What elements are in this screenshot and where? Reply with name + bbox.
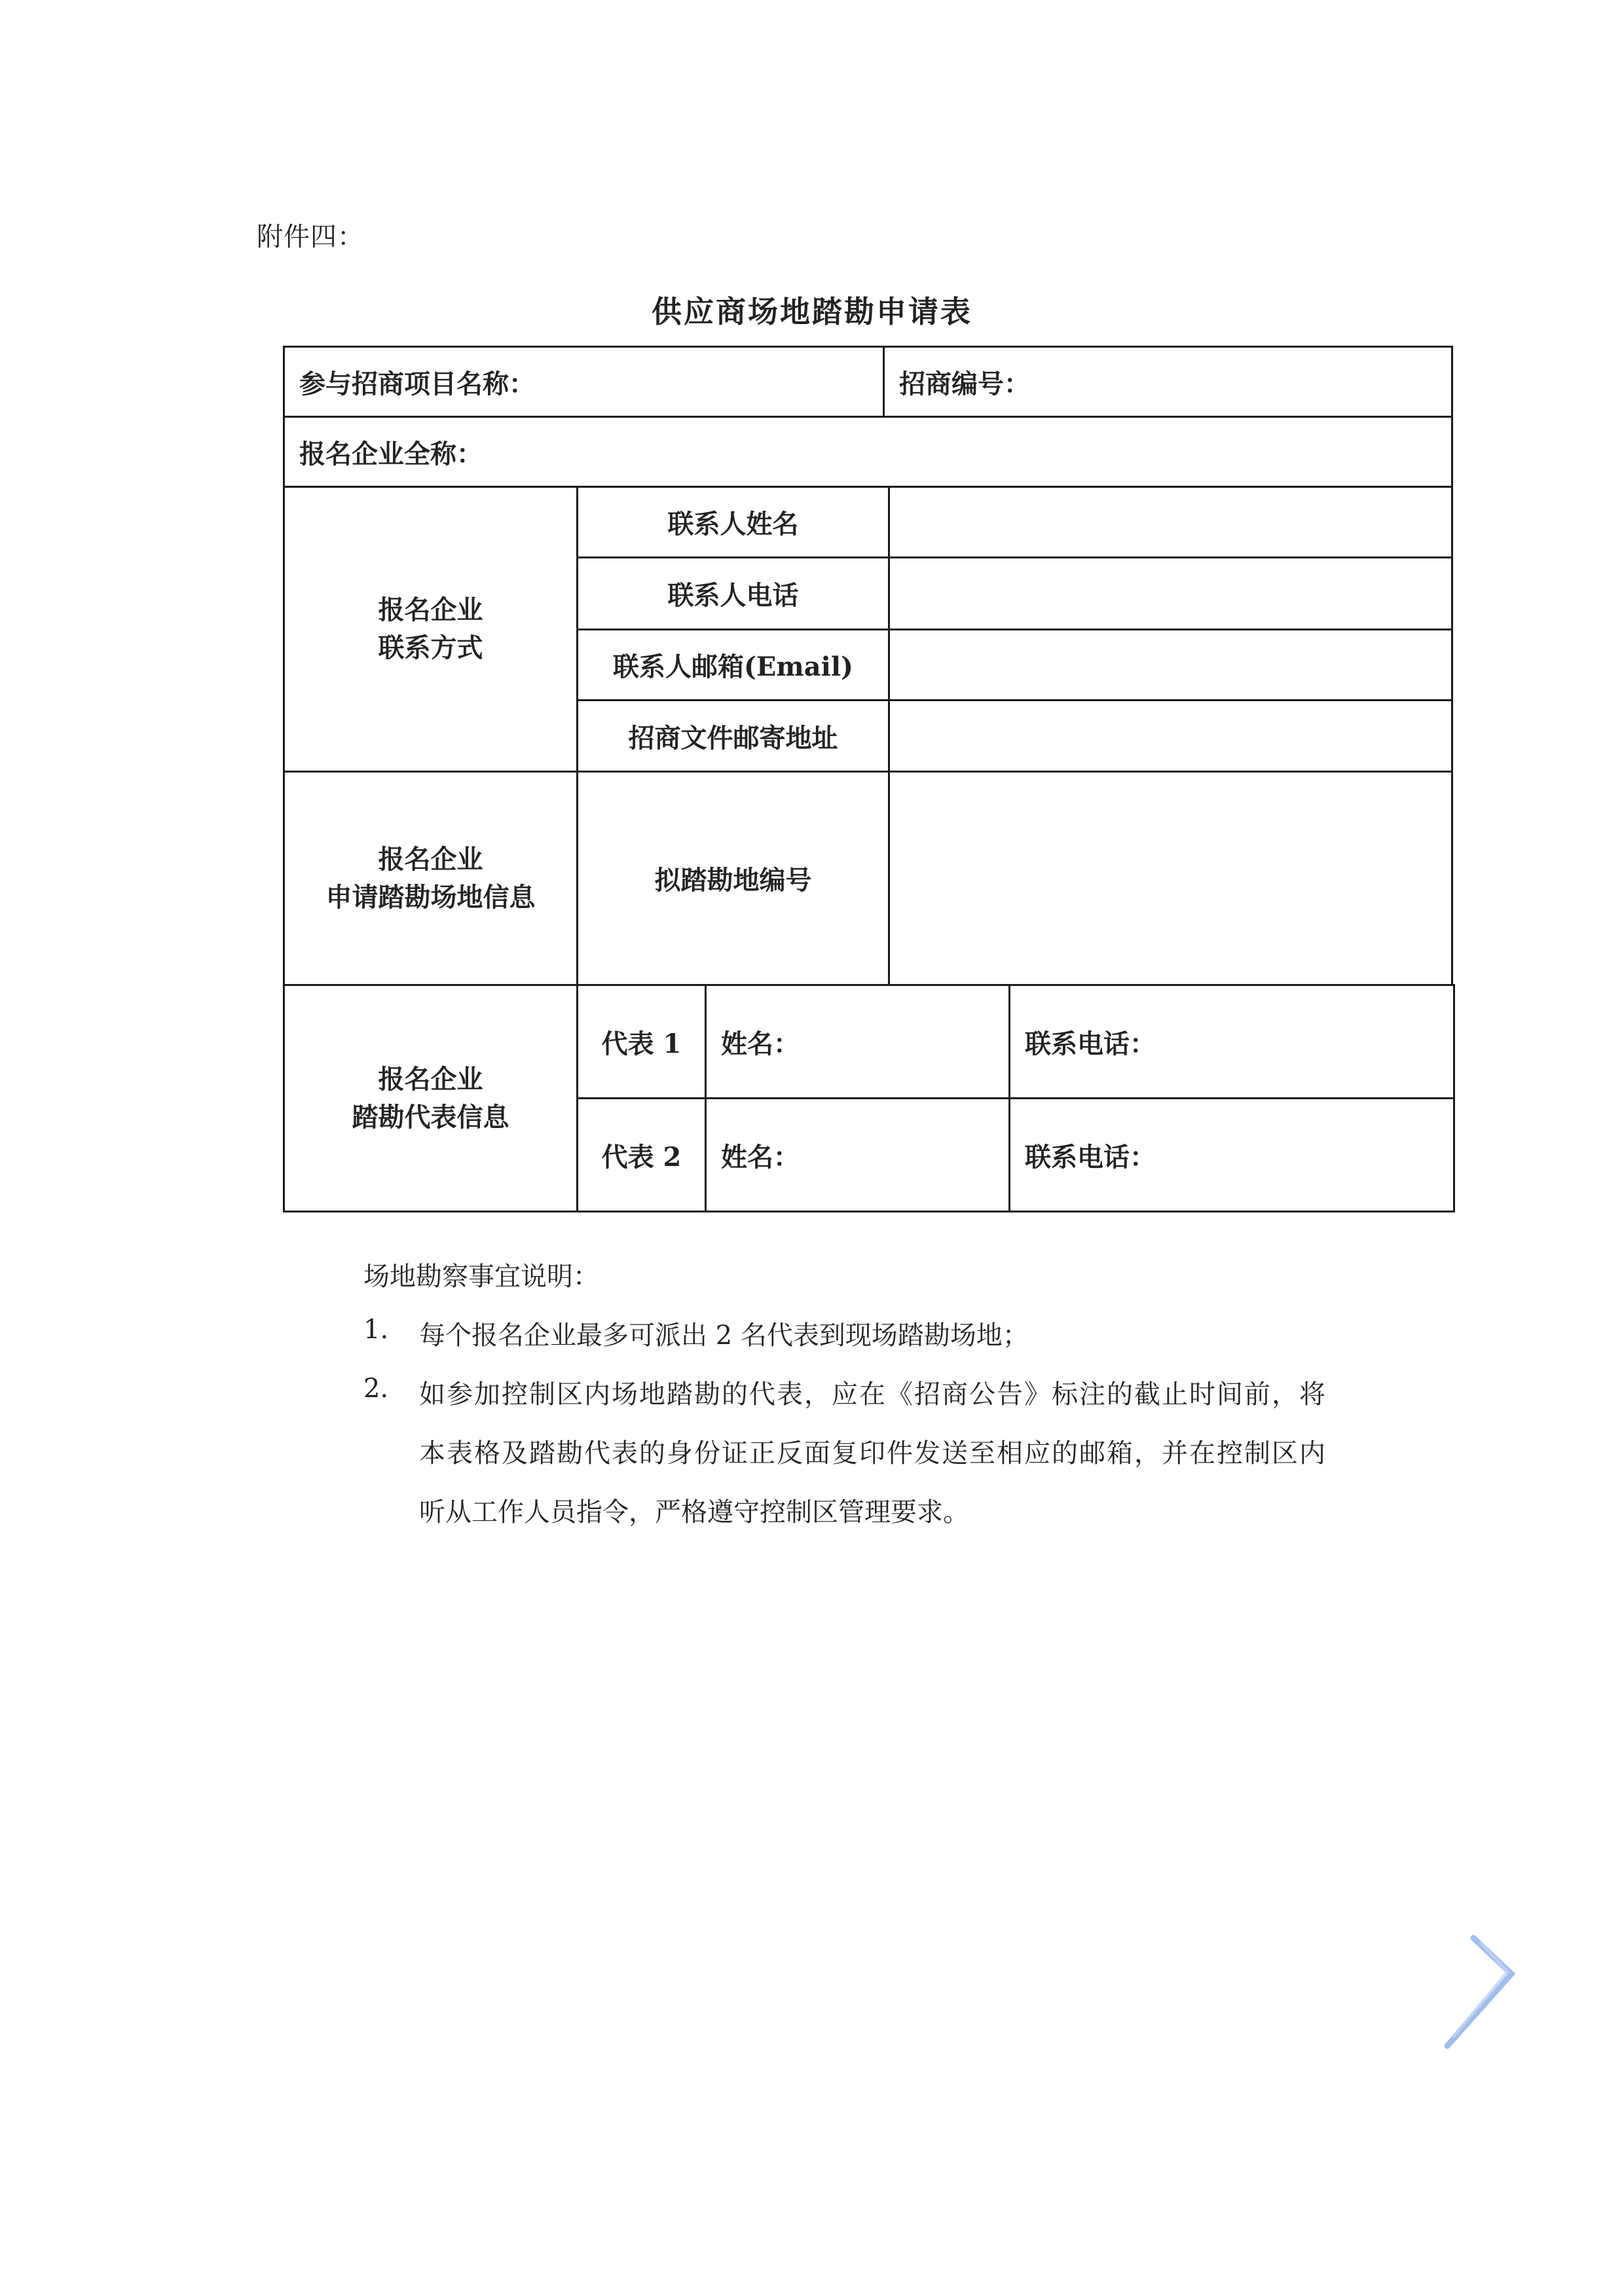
rep-section-label-line2: 踏勘代表信息: [352, 1101, 509, 1133]
note-2-line-1: 如参加控制区内场地踏勘的代表，应在《招商公告》标注的截止时间前，将: [419, 1379, 1327, 1410]
stamp-mark-icon: [1434, 1925, 1519, 2056]
contact-name-label: 联系人姓名: [667, 509, 799, 539]
rep-section-label: [285, 986, 576, 1211]
contact-section-label: [285, 488, 576, 771]
rep2-name-label: 姓名：: [721, 1141, 800, 1173]
rep-section-label-line1: 报名企业: [378, 1063, 483, 1095]
rep2-phone-label: 联系电话：: [1025, 1141, 1156, 1173]
note-2-line-3: 听从工作人员指令，严格遵守控制区管理要求。: [419, 1497, 969, 1527]
contact-email-label: 联系人邮箱(Email): [613, 651, 853, 682]
note-1-number: 1.: [363, 1315, 389, 1345]
company-full-name-label: 报名企业全称：: [299, 438, 483, 469]
rep2-label: 代表 2: [601, 1141, 682, 1173]
note-2-line-2: 本表格及踏勘代表的身份证正反面复印件发送至相应的邮箱，并在控制区内: [419, 1438, 1327, 1468]
note-1-text: 每个报名企业最多可派出 2 名代表到现场踏勘场地；: [419, 1321, 1029, 1351]
contact-section-label-line1: 报名企业: [378, 594, 483, 625]
rep1-label: 代表 1: [601, 1028, 682, 1059]
contact-phone-label: 联系人电话: [667, 580, 799, 611]
form-title: 供应商场地踏勘申请表: [652, 294, 972, 329]
site-section-label: [285, 773, 576, 984]
notes-heading: 场地勘察事宜说明：: [363, 1262, 599, 1292]
tender-number-label: 招商编号：: [899, 368, 1030, 399]
attachment-label: 附件四：: [257, 222, 364, 252]
project-name-label: 参与招商项目名称：: [299, 368, 535, 399]
rep1-phone-label: 联系电话：: [1025, 1028, 1156, 1059]
rep1-name-label: 姓名：: [721, 1028, 800, 1059]
note-2-number: 2.: [363, 1374, 389, 1404]
contact-section-label-line2: 联系方式: [378, 632, 483, 663]
mailing-address-label: 招商文件邮寄地址: [628, 722, 838, 754]
site-section-label-line1: 报名企业: [378, 843, 483, 875]
site-number-label: 拟踏勘地编号: [654, 865, 812, 896]
site-section-label-line2: 申请踏勘场地信息: [325, 881, 536, 913]
